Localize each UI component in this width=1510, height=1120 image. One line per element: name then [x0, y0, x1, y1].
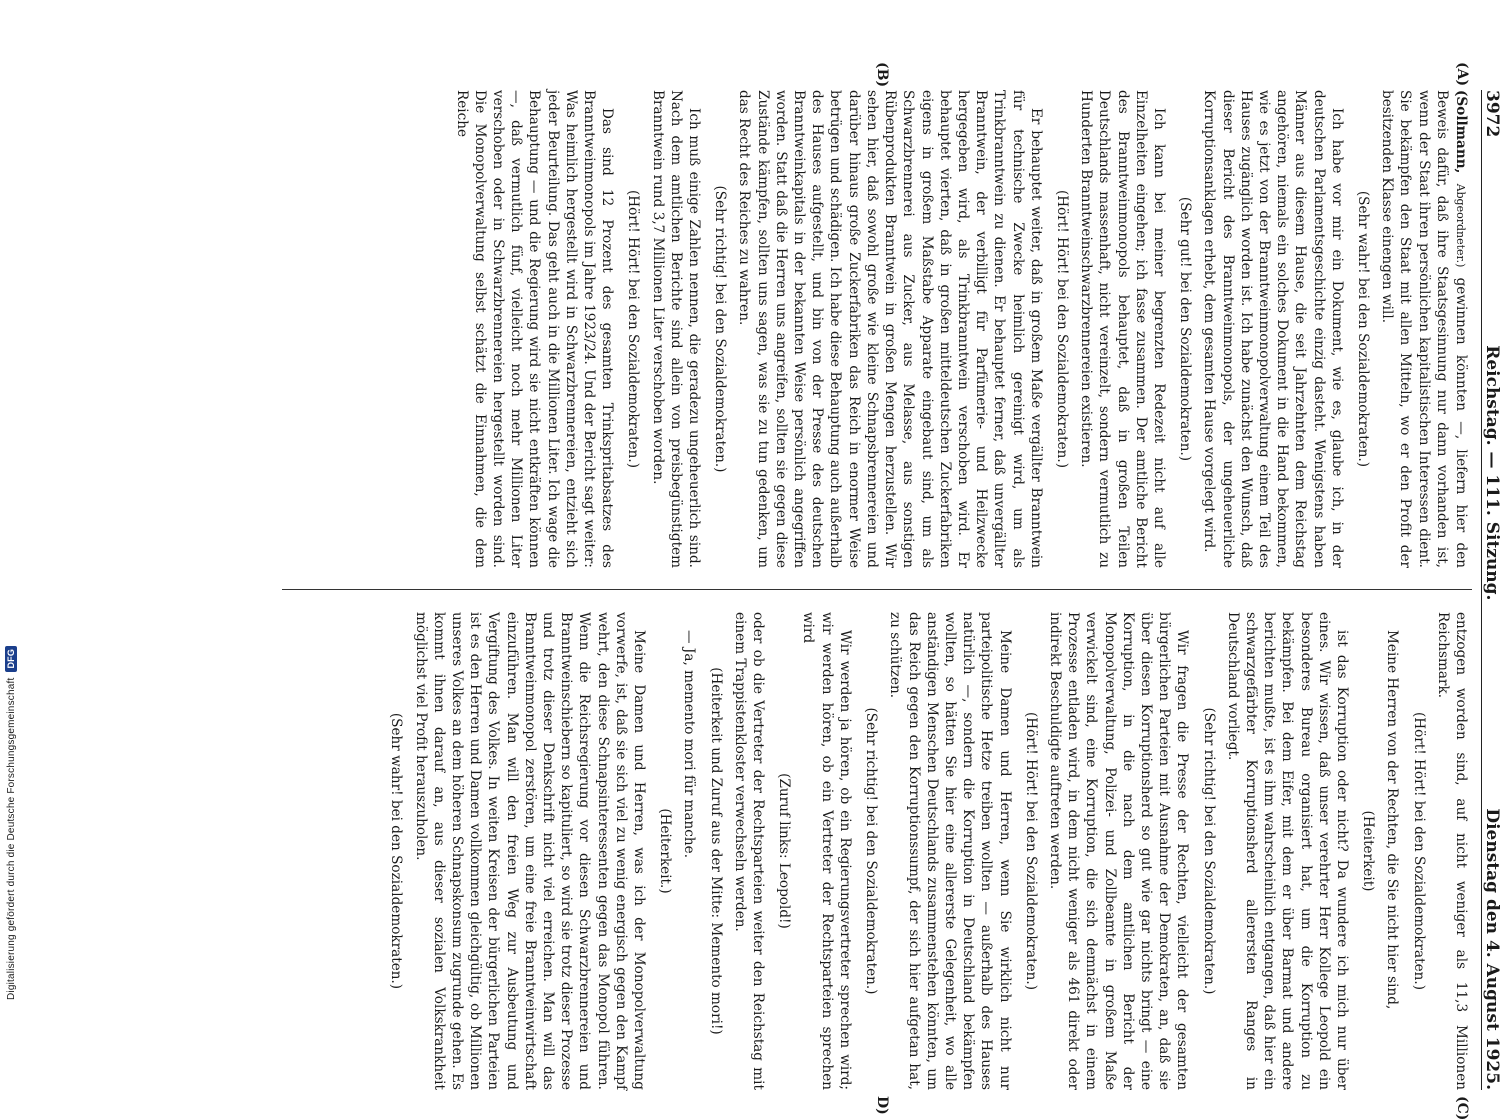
- interjection: (Sehr wahr! bei den Sozialdemokraten.): [1354, 190, 1371, 468]
- speech-paragraph: Wir fragen die Presse der Rechten, vielleicht der gesamten bürgerlichen Parteien mit Ausnahme der Demokraten, an, daß sie über diesen Korruptionsherd so gut wie gar nichts bringt — eine Korruption, in die nach dem amtlichen Bericht der Monopolverwaltung, Polizei- und Zollbeamte in großem Maße verwickelt sind, eine Korruption, die sich demnächst in einem Prozesse entladen wird, in dem nicht weniger als 461 direkt oder indirekt Beschuldigte auftreten werden.: [1046, 612, 1191, 1090]
- document-page: [260, 62, 1510, 1120]
- speech-paragraph: Ich habe vor mir ein Dokument, wie es, glaube ich, in der deutschen Parlamentsgeschichte einzig dasteht. Wenigstens haben Männer aus diesem Hause, die seit Jahrzehnten dem Reichstag angehören, niemals ein solches Dokument in die Hand bekommen, wie es jetzt von der Branntweinmonopolverwaltung einem Teil des Hauses zugänglich worden ist. Ich habe zunächst den Wunsch, daß dieser Bericht des Branntweinmonopols, der ungeheuerliche Korruptionsanklagen erhebt, dem gesamten Hause vorgelegt wird.: [1201, 90, 1345, 568]
- column-divider: [282, 589, 1472, 590]
- speech-paragraph: ist das Korruption oder nicht? Da wundere ich mich nur über eines. Wir wissen, daß unser verehrter Herr Kollege Leopold ein besonderes Bureau organisiert hat, um die Korruption zu bekämpfen. Bei dem Eifer, mit dem er über Barmat und andere berichten mußte, ist es ihm wahrscheinlich entgangen, daß hier ein schwarzgefärbter Korruptionsherd allerersten Ranges in Deutschland vorliegt.: [1224, 612, 1350, 1090]
- margin-marker-d: D): [874, 1096, 890, 1115]
- interjection: (Sehr gut! bei den Sozialdemokraten.): [1177, 196, 1194, 462]
- interjection: (Hört! Hört! bei den Sozialdemokraten.): [1053, 189, 1070, 469]
- interjection: (Hört! Hört! bei den Sozialdemokraten.): [1022, 711, 1039, 991]
- speech-paragraph: Wir werden ja hören, ob ein Regierungsvertreter sprechen wird; wir werden hören, ob ein Vertreter der Rechtsparteien sprechen wird: [800, 612, 853, 1090]
- left-column: [450, 90, 1470, 568]
- speaker-paragraph: [1378, 90, 1470, 568]
- margin-marker-c: (C): [1454, 1096, 1470, 1120]
- page-header: [1481, 90, 1510, 1090]
- right-column: [379, 612, 1470, 1090]
- speech-text: gewinnen könnten —, liefern hier den Beweis dafür, daß ihre Staatsgesinnung nur dann vorhanden ist, wenn der Staat ihren persönlichen kapitalistischen Interessen dient. Sie bekämpfen den Staat mit allen Mitteln, wo er den Profit der besitzenden Klasse einengen will.: [1379, 90, 1469, 568]
- dfg-logo-icon: DFG: [5, 646, 17, 672]
- speech-paragraph: oder ob die Vertreter der Rechtsparteien weiter den Reichstag mit einem Trappistenkloster verwechseln werden.: [731, 612, 767, 1090]
- speech-paragraph: Das sind 12 Prozent des gesamten Trinkspritabsatzes des Branntweinmonopols im Jahre 1923/24. Und der Bericht sagt weiter: Was heimlich hergestellt wird in Schwarzbrennereien, entzieht sich jeder Beurteilung. Das geht auch in die Millionen Liter. Ich wage die Behauptung — und die Regierung wird sie nicht entkräften können —, daß vermutlich fünf, vielleicht noch mehr Millionen Liter verschoben oder in Schwarzbrennereien hergestellt worden sind. Die Monopolverwaltung selbst schätzt die Einnahmen, die dem Reiche: [453, 90, 616, 568]
- speech-paragraph: Meine Damen und Herren, was ich der Monopolverwaltung vorwerfe, ist, daß sie sich viel zu wenig energisch gegen den Kampf wehrt, den diese Schnapsinteressenten gegen das Monopol führen. Wenn die Reichsregierung vor diesen Schwarzbrennereien und Branntweinschiebern so kapituliert, so wird sie trotz dieser Prozesse und trotz dieser Denkschrift nicht viel erreichen. Man will das Branntweinmonopol zerstören, um eine freie Branntweinwirtschaft einzuführen. Man will den freien Weg zur Ausbeutung und Vergiftung des Volkes. In weiten Kreisen der bürgerlichen Parteien ist es den Herren und Damen vollkommen gleichgültig, ob Millionen unseres Volkes an dem höheren Schnapskonsum zugrunde gehen. Es kommt ihnen darauf an, aus dieser sozialen Volkskrankheit möglichst viel Profit herauszuholen.: [412, 612, 648, 1090]
- interjection: (Hört! Hört! bei den Sozialdemokraten.): [625, 189, 642, 469]
- speech-paragraph: Meine Damen und Herren, wenn Sie wirklich nicht nur parteipolitische Hetze treiben wollten — außerhalb des Hauses natürlich —, sondern die Korruption in Deutschland bekämpfen wollten, so hätten Sie hier eine allererste Gelegenheit, wo alle anständigen Menschen Deutschlands zusammenstehen könnten, um das Reich gegen den Korruptionssumpf, der sich hier aufgetan hat, zu schützen.: [887, 612, 1013, 1090]
- margin-marker-a: (A): [1454, 62, 1470, 87]
- interjection: (Zuruf links: Leopold!): [776, 773, 793, 929]
- interjection: (Sehr richtig! bei den Sozialdemokraten.): [712, 185, 729, 473]
- digitization-credit: [0, 600, 22, 1000]
- credit-text: Digitalisierung gefördert durch die Deutsche Forschungsgemeinschaft: [5, 677, 17, 1000]
- session-date: Dienstag den 4. August 1925.: [1482, 808, 1502, 1090]
- speech-paragraph: Meine Herren von der Rechten, die Sie nicht hier sind,: [1384, 630, 1401, 1010]
- margin-marker-b: (B): [874, 62, 890, 88]
- interjection: (Sehr richtig! bei den Sozialdemokraten.): [863, 707, 880, 995]
- session-title: Reichstag. — 111. Sitzung.: [1482, 345, 1502, 601]
- interjection: (Heiterkeit.): [657, 808, 674, 894]
- interjection: (Hört! Hört! bei den Sozialdemokraten.): [1410, 711, 1427, 991]
- page-number: 3972: [1482, 90, 1502, 138]
- speech-paragraph: Ich muß einige Zahlen nennen, die geradezu ungeheuerlich sind. Nach dem amtlichen Berichte sind allein von preisbegünstigtem Branntwein rund 3,7 Millionen Liter verschoben worden.: [649, 90, 703, 568]
- interjection: (Sehr wahr! bei den Sozialdemokraten.): [388, 712, 405, 990]
- interjection: (Sehr richtig! bei den Sozialdemokraten.): [1200, 707, 1217, 995]
- interjection: (Heiterkeit): [1360, 810, 1377, 892]
- interjection: (Heiterkeit und Zuruf aus der Mitte: Memento mori!): [707, 667, 724, 1035]
- speech-paragraph: — Ja, memento mori für manche.: [681, 630, 698, 859]
- speech-paragraph: Er behauptet weiter, daß in großem Maße vergällter Branntwein für technische Zwecke heimlich gereinigt wird, um als Trinkbranntwein zu dienen. Er behauptet ferner, daß unvergällter Branntwein, der verbilligt für Parfümerie- und Heilzwecke hergegeben wird, als Trinkbranntwein verschoben wird. Er behauptet vierten, daß in großen mitteldeutschen Zuckerfabriken eigens in großem Maßstabe Apparate eingebaut sind, um als Schwarzbrennerei aus Zucker, aus Melasse, aus sonstigen Rübenprodukten Branntwein in großen Mengen herzustellen. Wir sehen hier, daß sowohl große wie kleine Schnapsbrennereien und darüber hinaus große Zuckerfabriken das Reich in enormer Weise betrügen und schädigen. Ich habe diese Behauptung auch außerhalb des Hauses aufgestellt, und bin von der Presse des deutschen Branntweinkapitals in der bekannten Weise persönlich angegriffen worden. Statt daß die Herren uns angreifen, sollten sie gegen diese Zustände kämpfen, sollten uns sagen, was sie zu tun gedenken, um das Recht des Reiches zu wahren.: [736, 90, 1044, 568]
- speech-paragraph: entzogen worden sind, auf nicht weniger als 11,3 Millionen Reichsmark.: [1434, 612, 1469, 1090]
- speech-paragraph: Ich kann bei meiner begrenzten Redezeit nicht auf alle Einzelheiten eingehen; ich fasse zusammen. Der amtliche Bericht des Branntweinmonopols behauptet, daß in großen Teilen Deutschlands massenhaft, nicht vereinzelt, sondern vermutlich zu Hunderten Branntweinschwarzbrennereien existieren.: [1078, 90, 1167, 568]
- speaker-name: (Sollmann,: [1453, 90, 1469, 174]
- speaker-role: Abgeordneter.): [1454, 183, 1467, 268]
